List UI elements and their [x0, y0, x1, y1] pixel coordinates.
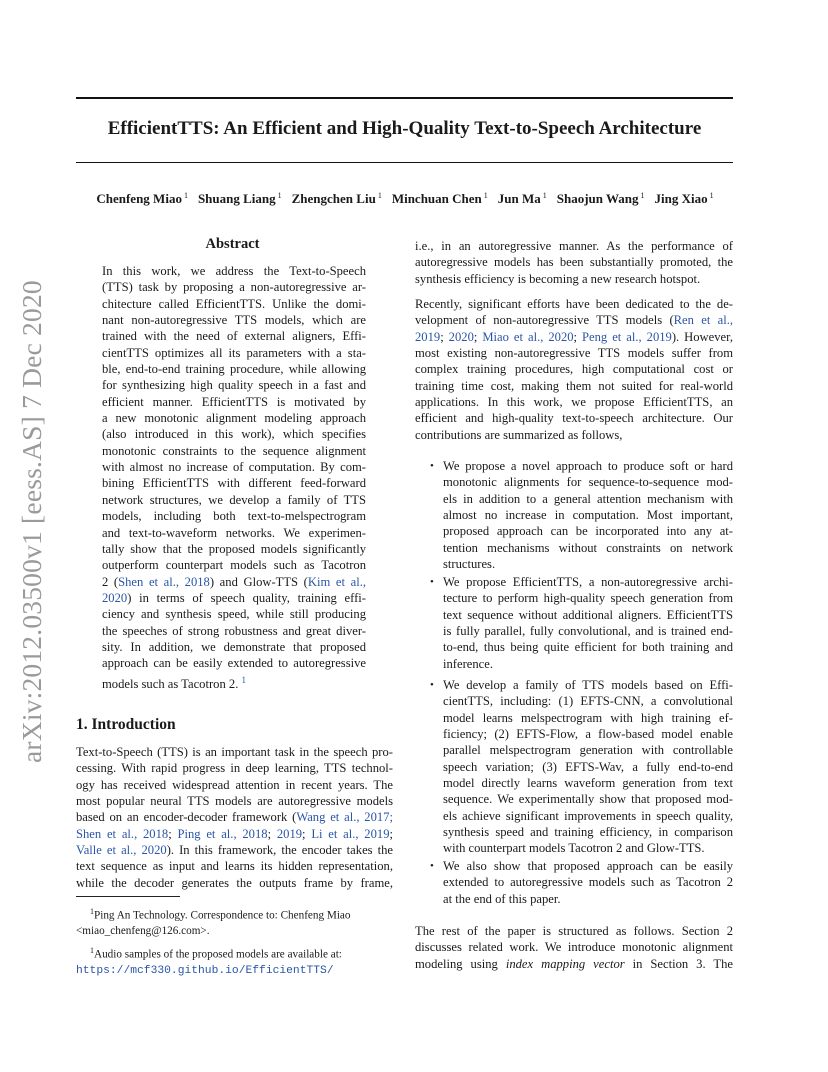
bullet-line: model learns melspectrogram with high training ef- — [443, 710, 733, 725]
intro-citation-line: Shen et al., 2018; Ping et al., 2018; 2019; Li et al., 2019; — [76, 826, 393, 841]
paragraph-line: modeling using index mapping vector in Section 3. The — [415, 956, 733, 971]
citation-link[interactable]: Wang et al., 2017; — [296, 810, 393, 825]
bullet-line: extended to autoregressive models such as Tacotron 2 — [443, 875, 733, 890]
abstract-line: cientTTS optimizes all its parameters with a sta- — [102, 345, 366, 360]
right-paragraph-2 — [415, 296, 733, 443]
bullet-text — [443, 574, 733, 672]
abstract-line: outperform counterpart models such as Tacotron — [102, 558, 366, 573]
introduction-heading: 1. Introduction — [76, 716, 176, 733]
paragraph-line: discusses related work. We introduce monotonic alignment — [415, 940, 733, 955]
abstract-line: efficient manner. EfficientTTS is motivated by — [102, 394, 366, 409]
author-name: Minchuan Chen $^1$ — [391, 191, 488, 206]
paragraph-last-line: synthesis efficiency is becoming a new research hotspot. — [415, 271, 701, 286]
abstract-line: sity. In addition, we demonstrate that proposed — [102, 639, 366, 654]
abstract-line: models, including both text-to-melspectrogram — [102, 509, 366, 524]
citation-link[interactable]: Valle et al., 2020 — [76, 843, 167, 858]
footnote-rule — [76, 896, 180, 897]
abstract-line: and text-to-waveform networks. We experimen- — [102, 525, 366, 540]
arxiv-stamp: arXiv:2012.03500v1 [eess.AS] 7 Dec 2020 — [16, 280, 47, 763]
citation-link[interactable]: Ping et al., 2018 — [177, 826, 268, 841]
bullet-line: We develop a family of TTS models based on Effi- — [443, 678, 733, 692]
paper-title: EfficientTTS: An Efficient and High-Quality Text-to-Speech Architecture — [107, 118, 702, 139]
paragraph-line: training time cost, making them not suited for real-world — [415, 378, 733, 393]
paragraph-line: Recently, significant efforts have been dedicated to the de- — [415, 297, 733, 311]
affiliation-mark: 1 — [277, 191, 282, 200]
bullet-line: cientTTS, including: (1) EFTS-CNN, a convolutional — [443, 694, 733, 709]
author-name: Zhengchen Liu $^1$ — [291, 191, 382, 206]
footnote-mark-link[interactable]: 1 — [241, 674, 246, 685]
bullet-line: We propose EfficientTTS, a non-autoregressive archi- — [443, 575, 733, 589]
abstract-line: bining EfficientTTS with different feed-forward — [102, 476, 366, 491]
abstract-line: chitecture called EfficientTTS. Unlike the domi- — [102, 296, 366, 311]
abstract-heading: Abstract — [205, 236, 260, 252]
affiliation-mark: 1 — [183, 191, 188, 200]
abstract-line: tally show that the proposed models significantly — [102, 541, 366, 556]
paragraph-lines — [415, 238, 733, 271]
abstract-line: monotonic constraints to the sequence alignment — [102, 443, 366, 458]
citation-link[interactable]: Shen et al., 2018 — [118, 574, 210, 589]
intro-line: while the decoder generates the outputs frame by frame, — [76, 875, 393, 890]
bullet-line: text sequence without additional aligners. EfficientTTS — [443, 607, 733, 622]
bullet-text — [443, 458, 733, 572]
bullet-line: We also show that proposed approach can be easily — [443, 859, 733, 873]
bullet-glyph: • — [430, 460, 434, 472]
abstract-last-line: models such as Tacotron 2. $^1$ — [102, 674, 246, 688]
author-name: Chenfeng Miao $^1$ — [96, 191, 188, 206]
bullet-glyph: • — [430, 860, 434, 872]
footnote-audio-samples: $^1$Audio samples of the proposed models are available at: https://mcf330.github.io/EfficientTTS/ — [76, 946, 342, 978]
bullet-text — [443, 677, 733, 857]
citation-link[interactable]: Ren et al., — [673, 313, 733, 328]
abstract-line: the speeches of strong robustness and great diver- — [102, 623, 366, 638]
abstract-line: ble, end-to-end training procedure, while allowing — [102, 362, 366, 377]
paragraph-line: i.e., in an autoregressive manner. As the performance of — [415, 239, 733, 253]
citation-link[interactable]: 2020 — [448, 329, 474, 344]
paragraph-citation-line: 2019; 2020; Miao et al., 2020; Peng et al., 2019). However, — [415, 329, 733, 344]
citation-link[interactable]: 2019 — [276, 826, 303, 841]
abstract-line: with almost no increase of computation. By com- — [102, 460, 366, 475]
citation-link[interactable]: Li et al., 2019 — [311, 826, 390, 841]
paragraph-lines — [415, 345, 733, 427]
abstract-line: (also introduced in this work), which specifies — [102, 427, 366, 442]
introduction-lines — [76, 744, 393, 809]
bullet-last-line: with counterpart models Tacotron 2 and Glow-TTS. — [443, 841, 705, 856]
intro-citation-line: Valle et al., 2020). In this framework, the encoder takes the — [76, 843, 393, 858]
abstract-line: In this work, we address the Text-to-Speech — [102, 264, 366, 278]
bullet-line: proposed approach can be incorporated into any at- — [443, 524, 733, 539]
abstract-lines — [102, 263, 366, 574]
bullet-line: to-end, thus being quite efficient for both training and — [443, 640, 733, 655]
bullet-line: tention mechanisms without constraints on network — [443, 540, 733, 555]
bullet-line: model directly learns waveform generation from text — [443, 776, 733, 791]
footnote-affiliation: $^1$Ping An Technology. Correspondence to: Chenfeng Miao <miao_chenfeng@126.com>. — [76, 907, 351, 938]
bullet-line: els in addition to a general attention mechanism with — [443, 491, 733, 506]
citation-link[interactable]: 2019 — [415, 329, 441, 344]
audio-samples-url-link[interactable]: https://mcf330.github.io/EfficientTTS/ — [76, 965, 334, 978]
intro-line: most popular neural TTS models are autoregressive models — [76, 794, 393, 809]
bullet-line: is fully parallel, fully convolutional, and is trained end- — [443, 624, 733, 639]
intro-line: text sequence as input and learns its hidden representation, — [76, 859, 393, 874]
abstract-line: approach can be easily extended to autoregressive — [102, 656, 366, 671]
bullet-line: We propose a novel approach to produce soft or hard — [443, 459, 733, 473]
bullet-line: synthesis speed and training efficiency, in comparison — [443, 825, 733, 840]
paragraph-citation-line: velopment of non-autoregressive TTS models (Ren et al., — [415, 313, 733, 328]
title-top-rule — [76, 97, 733, 99]
paragraph-line: applications. In this work, we propose EfficientTTS, an — [415, 395, 733, 410]
bullet-glyph: • — [430, 576, 434, 588]
title-bottom-rule — [76, 162, 733, 163]
affiliation-mark: 1 — [483, 191, 488, 200]
affiliation-mark: 1 — [640, 191, 645, 200]
bullet-text — [443, 858, 733, 907]
affiliation-mark: 1 — [377, 191, 382, 200]
bullet-last-line: at the end of this paper. — [443, 891, 561, 906]
bullet-line: monotonic alignments for sequence-to-sequence mod- — [443, 475, 733, 490]
abstract-lines — [102, 606, 366, 671]
abstract-line: nant non-autoregressive TTS models, which are — [102, 313, 366, 328]
author-name: Jun Ma $^1$ — [497, 191, 547, 206]
citation-link[interactable]: Shen et al., 2018 — [76, 826, 169, 841]
paragraph-line: The rest of the paper is structured as follows. Section 2 — [415, 924, 733, 938]
paragraph-line: autoregressive models has been substantially promoted, the — [415, 255, 733, 270]
abstract-body — [102, 263, 366, 688]
bullet-line: speech variation; (3) EFTS-Wav, a fully end-to-end — [443, 759, 733, 774]
author-name: Jing Xiao $^1$ — [654, 191, 714, 206]
author-name: Shuang Liang $^1$ — [197, 191, 282, 206]
introduction-body — [76, 744, 393, 891]
bullet-line: ficiency; (2) EFTS-Flow, a flow-based model enable — [443, 727, 733, 742]
paragraph-last-line: contributions are summarized as follows, — [415, 427, 623, 442]
paragraph-line: most existing non-autoregressive TTS models suffer from — [415, 346, 733, 361]
paragraph-line: efficient and high-quality text-to-speech architecture. Our — [415, 411, 733, 426]
citation-link[interactable]: Peng et al., 2019 — [582, 329, 672, 344]
abstract-citation-line: 2020) in terms of speech quality, training effi- — [102, 590, 366, 605]
author-name: Shaojun Wang $^1$ — [556, 191, 645, 206]
abstract-line: for synthesizing high quality speech in a fast and — [102, 378, 366, 393]
paragraph-line: complex training procedures, high computational cost or — [415, 362, 733, 377]
right-paragraph-1 — [415, 238, 733, 287]
abstract-line: (TTS) task by proposing a non-autoregressive ar- — [102, 280, 366, 295]
introduction-lines — [76, 858, 393, 891]
intro-line: ogy has received widespread attention in recent years. The — [76, 777, 393, 792]
bullet-last-line: inference. — [443, 656, 493, 671]
intro-line: Text-to-Speech (TTS) is an important task in the speech pro- — [76, 745, 393, 759]
right-paragraph-3 — [415, 923, 733, 972]
abstract-citation-line: 2 (Shen et al., 2018) and Glow-TTS (Kim et al., — [102, 574, 366, 589]
bullet-last-line: structures. — [443, 557, 496, 572]
bullet-line: parallel melspectrogram generation with controllable — [443, 743, 733, 758]
abstract-line: a new monotonic alignment modeling approach — [102, 411, 366, 426]
affiliation-mark: 1 — [542, 191, 547, 200]
abstract-line: ciency and synthesis speed, while still producing — [102, 607, 366, 622]
citation-link[interactable]: Miao et al., 2020 — [482, 329, 574, 344]
intro-line: cessing. With rapid progress in deep learning, TTS technol- — [76, 761, 393, 776]
affiliation-mark: 1 — [709, 191, 714, 200]
citation-link[interactable]: Kim et al., — [307, 574, 366, 589]
abstract-line: network structures, we develop a family of TTS — [102, 492, 366, 507]
bullet-line: sequence. We experimentally show that proposed mod- — [443, 792, 733, 807]
bullet-line: almost no increase in computation. Most important, — [443, 508, 733, 523]
citation-link[interactable]: 2020 — [102, 590, 128, 605]
intro-citation-line: based on an encoder-decoder framework (Wang et al., 2017; — [76, 810, 393, 825]
bullet-line: els achieve significant improvements in speech quality, — [443, 808, 733, 823]
bullet-line: tecture to perform high-quality speech generation from — [443, 591, 733, 606]
bullet-glyph: • — [430, 679, 434, 691]
abstract-line: trained with the need of external aligners, Effi- — [102, 329, 366, 344]
author-list — [60, 191, 750, 207]
